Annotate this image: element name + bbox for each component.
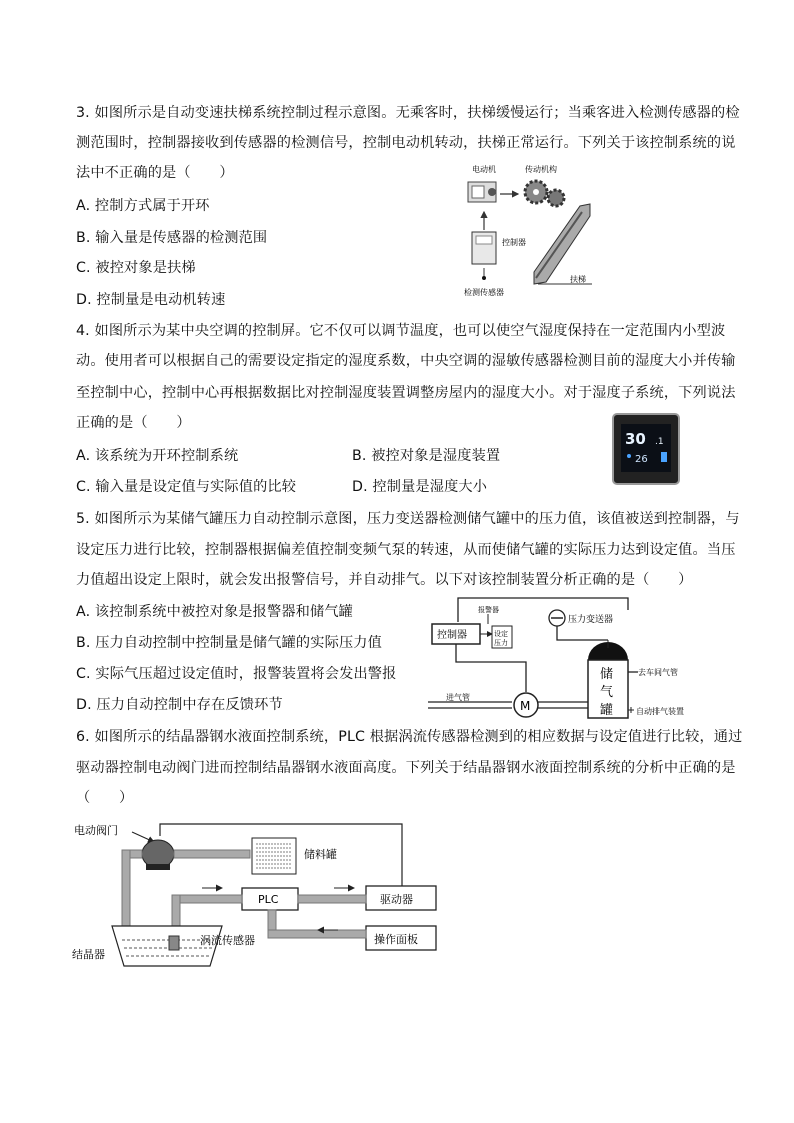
transmission-label: 传动机构 [525,165,557,174]
q3-option-b[interactable]: B. 输入量是传感器的检测范围 [76,230,268,246]
transmitter-label: 压力变送器 [568,615,614,625]
tank-label-2: 气 [600,685,614,700]
q4-option-a[interactable]: A. 该系统为开环控制系统 [76,448,239,464]
q3-stem-line-2: 测范围时，控制器接收到传感器的检测信号，控制电动机转动，扶梯正常运行。下列关于该控制系统的说 [76,135,736,151]
panel-label: 操作面板 [374,933,418,946]
controller-label: 控制器 [502,238,526,247]
q4-option-c[interactable]: C. 输入量是设定值与实际值的比较 [76,479,297,495]
temperature-decimal: .1 [655,437,664,447]
tank-label-3: 罐 [600,703,614,718]
q4-stem-line-2: 动。使用者可以根据自己的需要设定指定的湿度系数，中央空调的湿敏传感器检测目前的湿度大小并传输 [76,353,736,369]
motor-label: M [520,699,531,713]
escalator-icon [534,204,592,284]
crystallizer-diagram [72,818,442,968]
q5-stem-line-2: 设定压力进行比较，控制器根据偏差值控制变频气泵的转速，从而使储气罐的实际压力达到设定值。当压 [76,542,736,558]
q3-stem-line-1: 3. 如图所示是自动变速扶梯系统控制过程示意图。无乘客时，扶梯缓慢运行；当乘客进入检测传感器的检 [76,105,740,121]
ac-control-panel [611,412,683,488]
alarm-label: 报警器 [478,606,499,614]
q4-stem-line-3: 至控制中心，控制中心再根据数据比对控制湿度装置调整房屋内的湿度大小。对于湿度子系统，下列说法 [76,385,736,401]
motor-icon [468,182,496,202]
sensor-label: 涡流传感器 [200,934,255,947]
auto-vent-label: 自动排气装置 [636,707,684,716]
motor-label: 电动机 [472,165,496,174]
humidity-readout: 26 [635,454,648,465]
q3-option-d[interactable]: D. 控制量是电动机转速 [76,292,226,308]
q5-option-a[interactable]: A. 该控制系统中被控对象是报警器和储气罐 [76,604,354,620]
tank-label-1: 储 [600,667,614,682]
driver-label: 驱动器 [380,893,413,906]
controller-icon [472,232,496,264]
controller-label: 控制器 [437,630,467,641]
setpoint-label-1: 设定 [494,630,508,638]
storage-tank-label: 储料罐 [304,848,337,861]
q5-stem-line-3: 力值超出设定上限时，就会发出报警信号，并自动排气。以下对该控制装置分析正确的是（ ） [76,572,693,588]
q3-option-c[interactable]: C. 被控对象是扶梯 [76,260,196,276]
q4-stem-line-1: 4. 如图所示为某中央空调的控制屏。它不仅可以调节温度，也可以使空气湿度保持在一定范围内小型波 [76,323,726,339]
q3-stem-line-3: 法中不正确的是（ ） [76,165,234,181]
plc-label: PLC [258,893,279,906]
q4-option-b[interactable]: B. 被控对象是湿度装置 [352,448,501,464]
setpoint-label-2: 压力 [494,639,508,647]
valve-label: 电动阀门 [74,824,118,837]
q4-stem-line-4: 正确的是（ ） [76,415,191,431]
escalator-diagram [462,160,602,300]
gas-tank-diagram [428,592,718,722]
q5-option-b[interactable]: B. 压力自动控制中控制量是储气罐的实际压力值 [76,635,382,651]
q4-option-d[interactable]: D. 控制量是湿度大小 [352,479,488,495]
gear-icon [525,181,564,206]
sensor-label: 检测传感器 [464,288,504,297]
q3-option-a[interactable]: A. 控制方式属于开环 [76,198,210,214]
q5-stem-line-1: 5. 如图所示为某储气罐压力自动控制示意图，压力变送器检测储气罐中的压力值，该值被送到控制器，与 [76,511,740,527]
q6-stem-line-2: 驱动器控制电动阀门进而控制结晶器钢水液面高度。下列关于结晶器钢水液面控制系统的分析中正确的是 [76,760,736,776]
q5-option-d[interactable]: D. 压力自动控制中存在反馈环节 [76,697,283,713]
gas-tank [588,642,628,718]
q6-stem-line-3: （ ） [76,790,134,806]
q6-stem-line-1: 6. 如图所示的结晶器钢水液面控制系统，PLC 根据涡流传感器检测到的相应数据与设定值进行比较，通过 [76,729,743,745]
workshop-pipe-label: 去车间气管 [638,668,678,677]
storage-tank [252,838,296,874]
temperature-readout: 30 [625,430,646,448]
escalator-label: 扶梯 [570,275,586,284]
crystallizer-label: 结晶器 [72,948,105,961]
q5-option-c[interactable]: C. 实际气压超过设定值时，报警装置将会发出警报 [76,666,397,682]
valve-icon [142,840,174,870]
inlet-label: 进气管 [446,693,470,702]
